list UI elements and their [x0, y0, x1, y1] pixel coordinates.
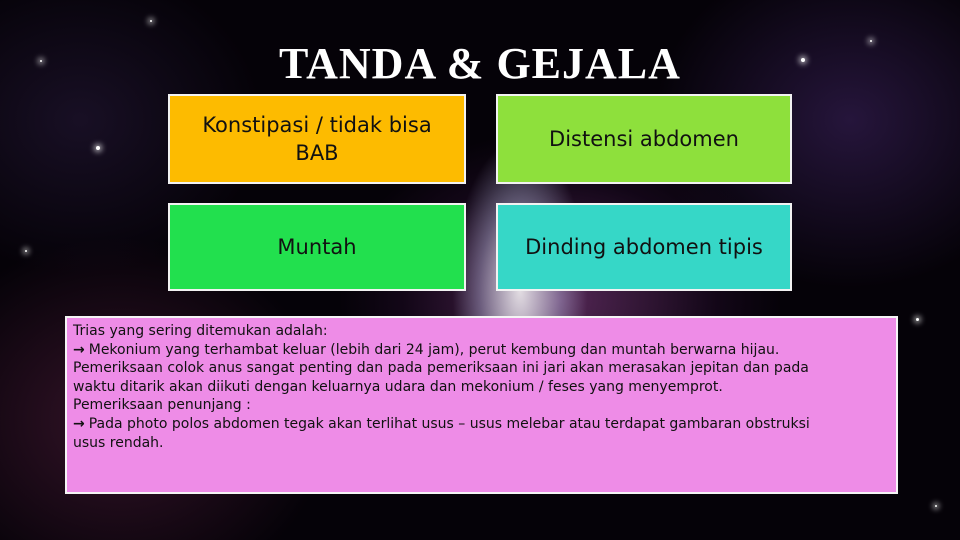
info-textbox [65, 316, 898, 494]
slide-title: TANDA & GEJALA [279, 39, 681, 88]
symptom-label: Distensi abdomen [549, 127, 739, 151]
info-line: waktu ditarik akan diikuti dengan keluarnya udara dan mekonium / feses yang menyemprot. [73, 378, 723, 395]
info-line: Pemeriksaan penunjang : [73, 397, 251, 414]
symptom-box-konstipasi [168, 94, 466, 184]
star-decoration [96, 146, 100, 150]
star-decoration [916, 318, 919, 321]
info-line: → Mekonium yang terhambat keluar (lebih dari 24 jam), perut kembung dan muntah berwarna hijau. [73, 341, 780, 358]
symptom-label: Muntah [277, 235, 357, 259]
info-line: Trias yang sering ditemukan adalah: [73, 323, 328, 339]
symptom-box-distensi [496, 94, 792, 184]
info-line: usus rendah. [73, 434, 164, 451]
star-decoration [935, 505, 937, 507]
info-line: Pemeriksaan colok anus sangat penting dan pada pemeriksaan ini jari akan merasakan jepitan dan pada [73, 360, 809, 377]
star-decoration [25, 250, 27, 252]
info-line: → Pada photo polos abdomen tegak akan terlihat usus – usus melebar atau terdapat gambaran obstruksi [73, 415, 810, 432]
arrow-right-icon: → [73, 415, 85, 432]
symptom-label: Konstipasi / tidak bisa BAB [202, 113, 432, 165]
symptom-box-dinding [496, 203, 792, 291]
symptom-box-muntah [168, 203, 466, 291]
arrow-right-icon: → [73, 341, 85, 358]
star-decoration [150, 20, 152, 22]
symptom-label: Dinding abdomen tipis [525, 235, 763, 259]
